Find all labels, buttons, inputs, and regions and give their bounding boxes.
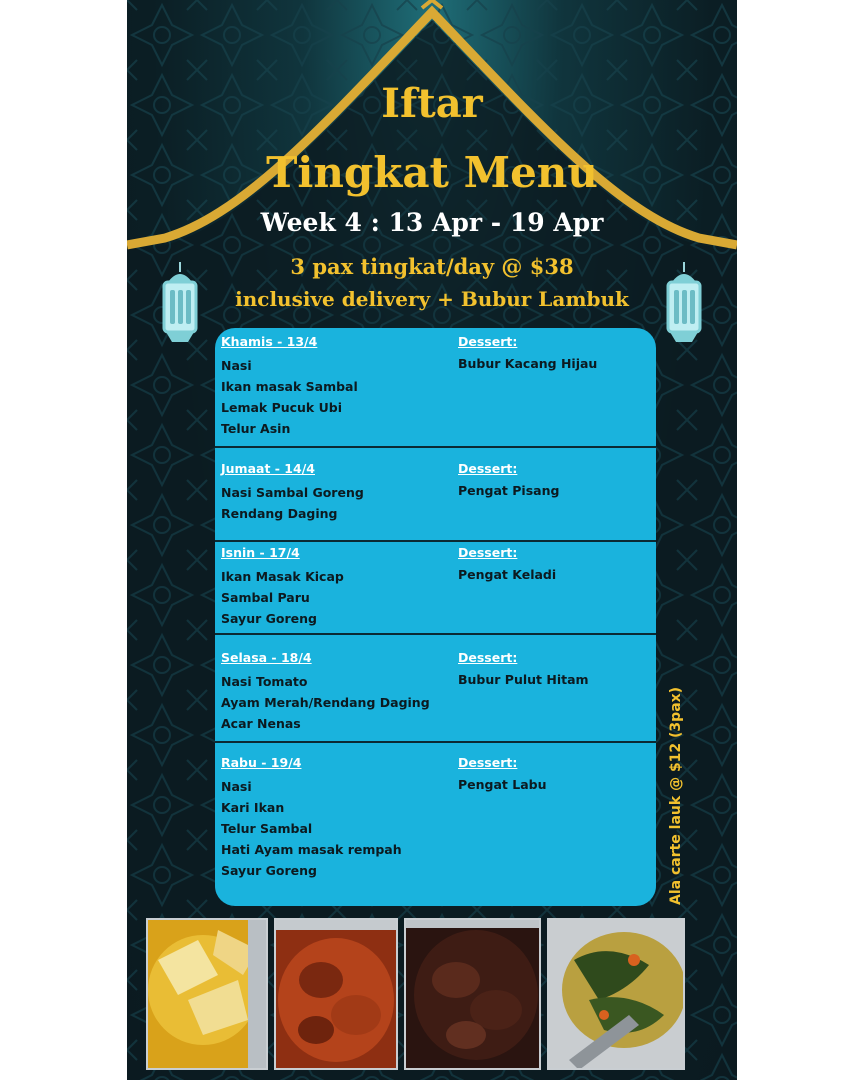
dish-item: Ayam Merah/Rendang Daging bbox=[221, 695, 430, 710]
dessert-value: Pengat Labu bbox=[458, 777, 547, 792]
food-photo bbox=[274, 918, 398, 1070]
menu-poster bbox=[127, 0, 737, 1080]
dessert-label: Dessert: bbox=[458, 545, 518, 560]
dish-list bbox=[221, 671, 430, 734]
title-line-2: Tingkat Menu bbox=[266, 148, 598, 197]
section-divider bbox=[215, 633, 656, 635]
dessert-value: Bubur Kacang Hijau bbox=[458, 356, 598, 371]
dish-item: Ikan Masak Kicap bbox=[221, 569, 344, 584]
section-divider bbox=[215, 446, 656, 448]
dish-item: Nasi bbox=[221, 358, 252, 373]
dish-item: Telur Asin bbox=[221, 421, 291, 436]
dish-item: Telur Sambal bbox=[221, 821, 313, 836]
menu-card bbox=[215, 328, 656, 906]
food-photo bbox=[547, 918, 685, 1070]
week-range: Week 4 : 13 Apr - 19 Apr bbox=[260, 208, 604, 237]
dessert-value: Pengat Keladi bbox=[458, 567, 557, 582]
dish-item: Nasi Sambal Goreng bbox=[221, 485, 364, 500]
menu-day-section bbox=[215, 455, 656, 540]
menu-day-section bbox=[215, 328, 656, 446]
menu-day-section bbox=[215, 749, 656, 906]
price-line: 3 pax tingkat/day @ $38 bbox=[290, 254, 574, 279]
title-line-1: Iftar bbox=[381, 80, 483, 127]
dish-item: Nasi Tomato bbox=[221, 674, 308, 689]
dish-item: Rendang Daging bbox=[221, 506, 338, 521]
day-heading: Isnin - 17/4 bbox=[221, 545, 300, 560]
day-heading: Rabu - 19/4 bbox=[221, 755, 302, 770]
dessert-label: Dessert: bbox=[458, 755, 518, 770]
ala-carte-note: Ala carte lauk @ $12 (3pax) bbox=[668, 686, 684, 905]
dish-item: Sayur Goreng bbox=[221, 863, 317, 878]
dish-item: Sambal Paru bbox=[221, 590, 310, 605]
dish-item: Acar Nenas bbox=[221, 716, 301, 731]
dish-item: Kari Ikan bbox=[221, 800, 285, 815]
food-photo bbox=[404, 918, 541, 1070]
dessert-label: Dessert: bbox=[458, 334, 518, 349]
dish-list bbox=[221, 482, 364, 524]
section-divider bbox=[215, 741, 656, 743]
dish-list bbox=[221, 776, 402, 881]
dessert-value: Bubur Pulut Hitam bbox=[458, 672, 589, 687]
menu-day-section bbox=[215, 539, 656, 634]
dish-item: Nasi bbox=[221, 779, 252, 794]
dish-list bbox=[221, 566, 344, 629]
food-photo bbox=[146, 918, 268, 1070]
inclusion-line: inclusive delivery + Bubur Lambuk bbox=[235, 287, 629, 311]
menu-day-section bbox=[215, 644, 656, 741]
dessert-value: Pengat Pisang bbox=[458, 483, 560, 498]
day-heading: Jumaat - 14/4 bbox=[221, 461, 315, 476]
dish-item: Sayur Goreng bbox=[221, 611, 317, 626]
dessert-label: Dessert: bbox=[458, 461, 518, 476]
dish-item: Hati Ayam masak rempah bbox=[221, 842, 402, 857]
dessert-label: Dessert: bbox=[458, 650, 518, 665]
dish-list bbox=[221, 355, 358, 439]
day-heading: Khamis - 13/4 bbox=[221, 334, 318, 349]
dish-item: Ikan masak Sambal bbox=[221, 379, 358, 394]
dish-item: Lemak Pucuk Ubi bbox=[221, 400, 342, 415]
day-heading: Selasa - 18/4 bbox=[221, 650, 312, 665]
